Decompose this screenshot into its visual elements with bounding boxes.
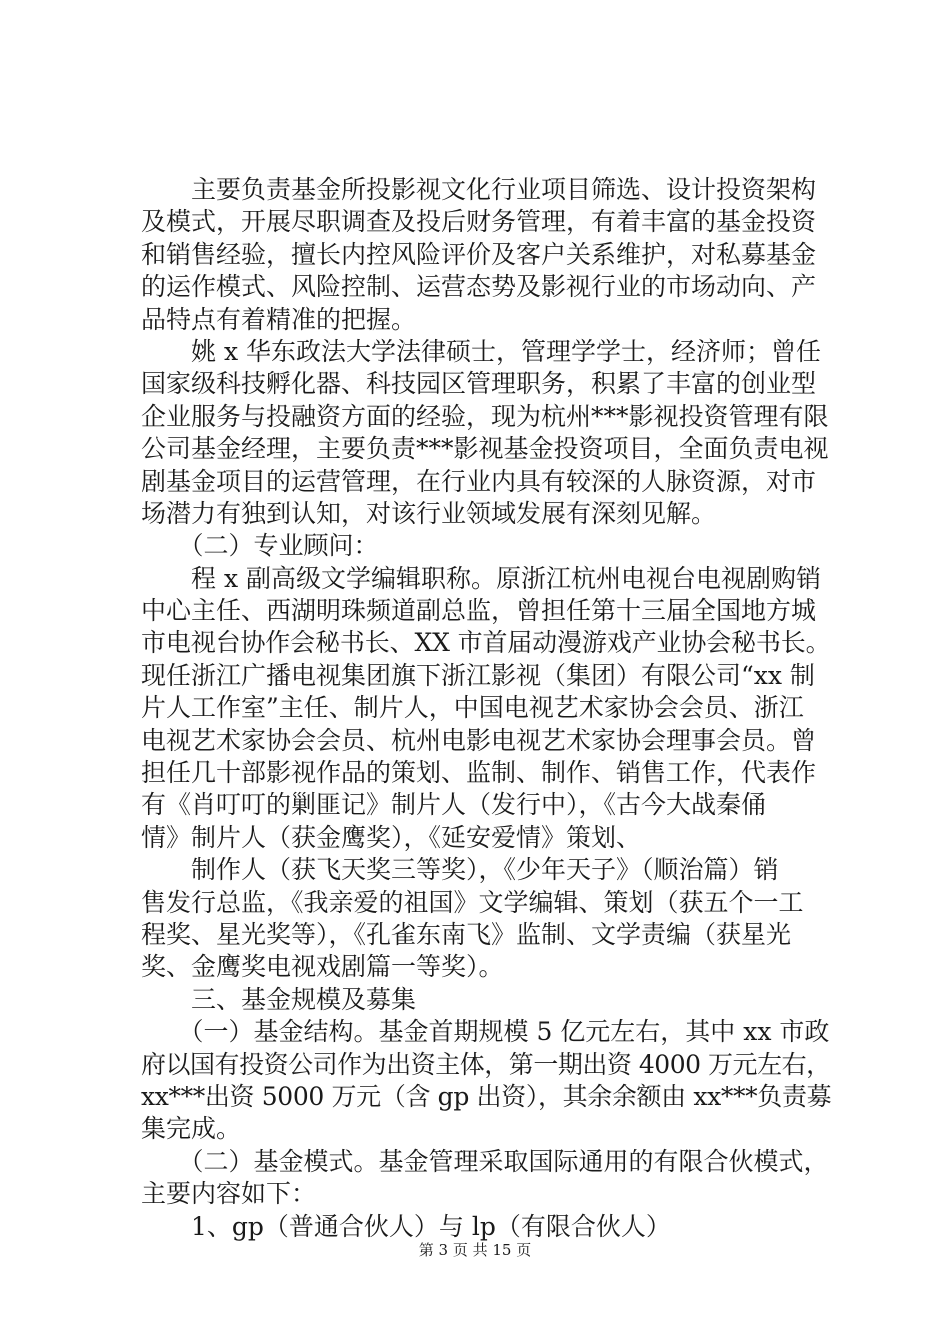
text-line: xx***出资 5000 万元（含 gp 出资），其余余额由 xx***负责募 [141, 1081, 832, 1111]
text-line: 场潜力有独到认知，对该行业领域发展有深刻见解。 [141, 498, 717, 528]
text-line: 和销售经验，擅长内控风险评价及客户关系维护，对私募基金 [141, 239, 817, 269]
text-line: 售发行总监，《我亲爱的祖国》文学编辑、策划（获五个一工 [141, 887, 804, 917]
text-line: 的运作模式、风险控制、运营态势及影视行业的市场动向、产 [141, 272, 817, 302]
text-line: 集完成。 [141, 1114, 242, 1144]
text-line: 企业服务与投融资方面的经验，现为杭州***影视投资管理有限 [141, 401, 829, 431]
text-line: 片人工作室”主任、制片人，中国电视艺术家协会会员、浙江 [141, 693, 804, 723]
text-line: 中心主任、西湖明珠频道副总监，曾担任第十三届全国地方城 [141, 596, 817, 626]
text-line: 制作人（获飞天奖三等奖），《少年天子》（顺治篇）销 [141, 855, 779, 885]
text-line: 情》制片人（获金鹰奖），《延安爱情》策划、 [141, 822, 642, 852]
text-line: 三、基金规模及募集 [141, 984, 417, 1014]
text-line: （二）基金模式。基金管理采取国际通用的有限合伙模式， [141, 1146, 829, 1176]
text-line: 程 x 副高级文学编辑职称。原浙江杭州电视台电视剧购销 [141, 563, 821, 593]
text-line: 剧基金项目的运营管理，在行业内具有较深的人脉资源，对市 [141, 466, 817, 496]
text-line: 电视艺术家协会会员、杭州电影电视艺术家协会理事会员。曾 [141, 725, 817, 755]
page-footer: 第 3 页 共 15 页 [418, 1241, 532, 1259]
text-line: （二）专业顾问： [141, 531, 379, 561]
text-line: 姚 x 华东政法大学法律硕士，管理学学士，经济师；曾任 [141, 336, 821, 366]
text-line: 国家级科技孵化器、科技园区管理职务，积累了丰富的创业型 [141, 369, 817, 399]
text-line: 品特点有着精准的把握。 [141, 304, 417, 334]
text-line: 现任浙江广播电视集团旗下浙江影视（集团）有限公司“xx 制 [141, 660, 815, 690]
text-line: 主要内容如下： [141, 1179, 317, 1209]
text-line: 担任几十部影视作品的策划、监制、制作、销售工作，代表作 [141, 758, 817, 788]
text-line: 程奖、星光奖等），《孔雀东南飞》监制、文学责编（获星光 [141, 919, 792, 949]
text-line: 奖、金鹰奖电视戏剧篇一等奖）。 [141, 952, 504, 982]
text-line: 1、gp（普通合伙人）与 lp（有限合伙人） [141, 1211, 671, 1241]
text-line: 公司基金经理，主要负责***影视基金投资项目，全面负责电视 [141, 434, 829, 464]
text-line: （一）基金结构。基金首期规模 5 亿元左右，其中 xx 市政 [141, 1017, 830, 1047]
text-line: 有《肖叮叮的剿匪记》制片人（发行中），《古今大战秦俑 [141, 790, 767, 820]
document-body [141, 174, 831, 1243]
text-line: 市电视台协作会秘书长、XX 市首届动漫游戏产业协会秘书长。 [141, 628, 831, 658]
text-line: 府以国有投资公司作为出资主体，第一期出资 4000 万元左右， [141, 1049, 831, 1079]
text-line: 主要负责基金所投影视文化行业项目筛选、设计投资架构 [141, 175, 817, 204]
text-line: 及模式，开展尽职调查及投后财务管理，有着丰富的基金投资 [141, 207, 817, 237]
